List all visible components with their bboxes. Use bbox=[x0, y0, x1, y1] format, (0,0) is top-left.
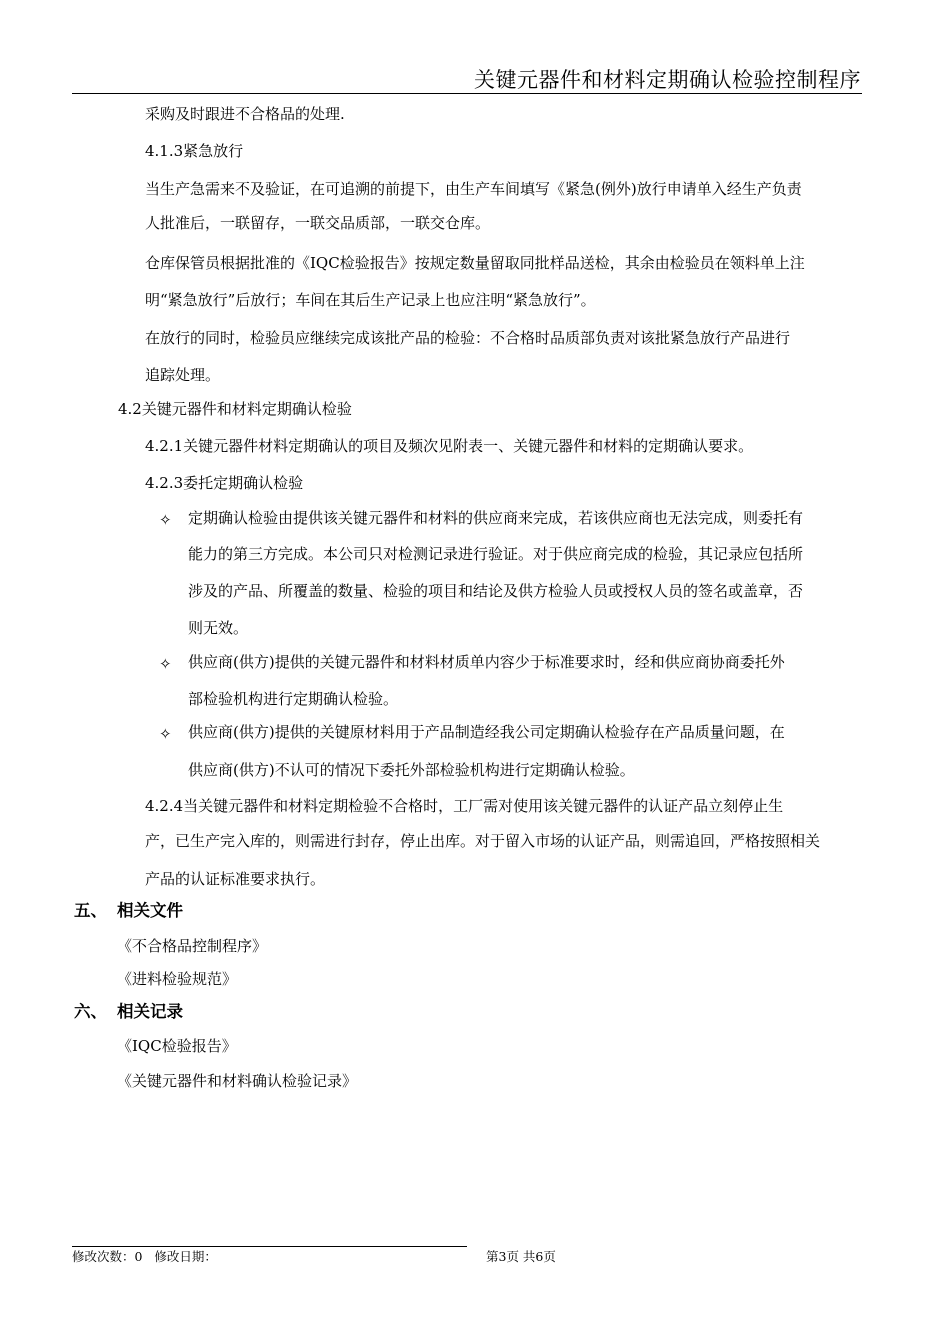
footer-revision: 修改次数：0 修改日期： bbox=[72, 1249, 217, 1264]
bullet-line: 供应商(供方)不认可的情况下委托外部检验机构进行定期确认检验。 bbox=[188, 761, 635, 779]
bullet-line: 定期确认检验由提供该关键元器件和材料的供应商来完成，若该供应商也无法完成，则委托有 bbox=[188, 509, 804, 527]
subsection-heading: 4.2.3委托定期确认检验 bbox=[145, 474, 304, 492]
bullet-icon: ✧ bbox=[159, 655, 172, 673]
related-record: 《关键元器件和材料确认检验记录》 bbox=[117, 1072, 358, 1090]
header-title: 关键元器件和材料定期确认检验控制程序 bbox=[474, 68, 861, 92]
bullet-line: 涉及的产品、所覆盖的数量、检验的项目和结论及供方检验人员或授权人员的签名或盖章，否 bbox=[188, 582, 804, 600]
section-number: 六、 bbox=[74, 1002, 107, 1021]
section-title: 相关文件 bbox=[117, 901, 183, 920]
body-line: 明“紧急放行”后放行；车间在其后生产记录上也应注明“紧急放行”。 bbox=[145, 291, 596, 309]
body-line: 仓库保管员根据批准的《IQC检验报告》按规定数量留取同批样品送检，其余由检验员在领料单上注 bbox=[145, 254, 805, 272]
bullet-icon: ✧ bbox=[159, 725, 172, 743]
bullet-line: 能力的第三方完成。本公司只对检测记录进行验证。对于供应商完成的检验，其记录应包括所 bbox=[188, 545, 804, 563]
header-rule bbox=[72, 93, 862, 94]
footer-rule bbox=[72, 1246, 467, 1247]
subsection-heading: 4.1.3紧急放行 bbox=[145, 142, 244, 160]
bullet-icon: ✧ bbox=[159, 511, 172, 529]
body-line: 人批准后，一联留存，一联交品质部，一联交仓库。 bbox=[145, 214, 491, 232]
section-heading-4-2: 4.2关键元器件和材料定期确认检验 bbox=[118, 400, 352, 418]
body-line: 产，已生产完入库的，则需进行封存，停止出库。对于留入市场的认证产品，则需追回，严格按照相关 bbox=[145, 832, 821, 850]
bullet-line: 供应商(供方)提供的关键原材料用于产品制造经我公司定期确认检验存在产品质量问题，在 bbox=[188, 723, 785, 741]
body-line: 4.2.4当关键元器件和材料定期检验不合格时，工厂需对使用该关键元器件的认证产品立刻停止生 bbox=[145, 797, 784, 815]
body-line: 追踪处理。 bbox=[145, 366, 221, 384]
related-record: 《IQC检验报告》 bbox=[117, 1037, 237, 1055]
body-line: 在放行的同时，检验员应继续完成该批产品的检验：不合格时品质部负责对该批紧急放行产品进行 bbox=[145, 329, 791, 347]
body-line: 当生产急需来不及验证，在可追溯的前提下，由生产车间填写《紧急(例外)放行申请单入经生产负责 bbox=[145, 180, 802, 198]
bullet-line: 部检验机构进行定期确认检验。 bbox=[188, 690, 399, 708]
section-title: 相关记录 bbox=[117, 1002, 183, 1021]
body-line: 4.2.1关键元器件材料定期确认的项目及频次见附表一、关键元器件和材料的定期确认要求。 bbox=[145, 437, 754, 455]
bullet-line: 供应商(供方)提供的关键元器件和材料材质单内容少于标准要求时，经和供应商协商委托外 bbox=[188, 653, 785, 671]
related-document: 《进料检验规范》 bbox=[117, 970, 238, 988]
related-document: 《不合格品控制程序》 bbox=[117, 937, 268, 955]
bullet-line: 则无效。 bbox=[188, 619, 249, 637]
body-line: 采购及时跟进不合格品的处理. bbox=[145, 105, 345, 123]
section-number: 五、 bbox=[74, 901, 107, 920]
footer-page-number: 第3页 共6页 bbox=[486, 1249, 556, 1264]
body-line: 产品的认证标准要求执行。 bbox=[145, 870, 326, 888]
